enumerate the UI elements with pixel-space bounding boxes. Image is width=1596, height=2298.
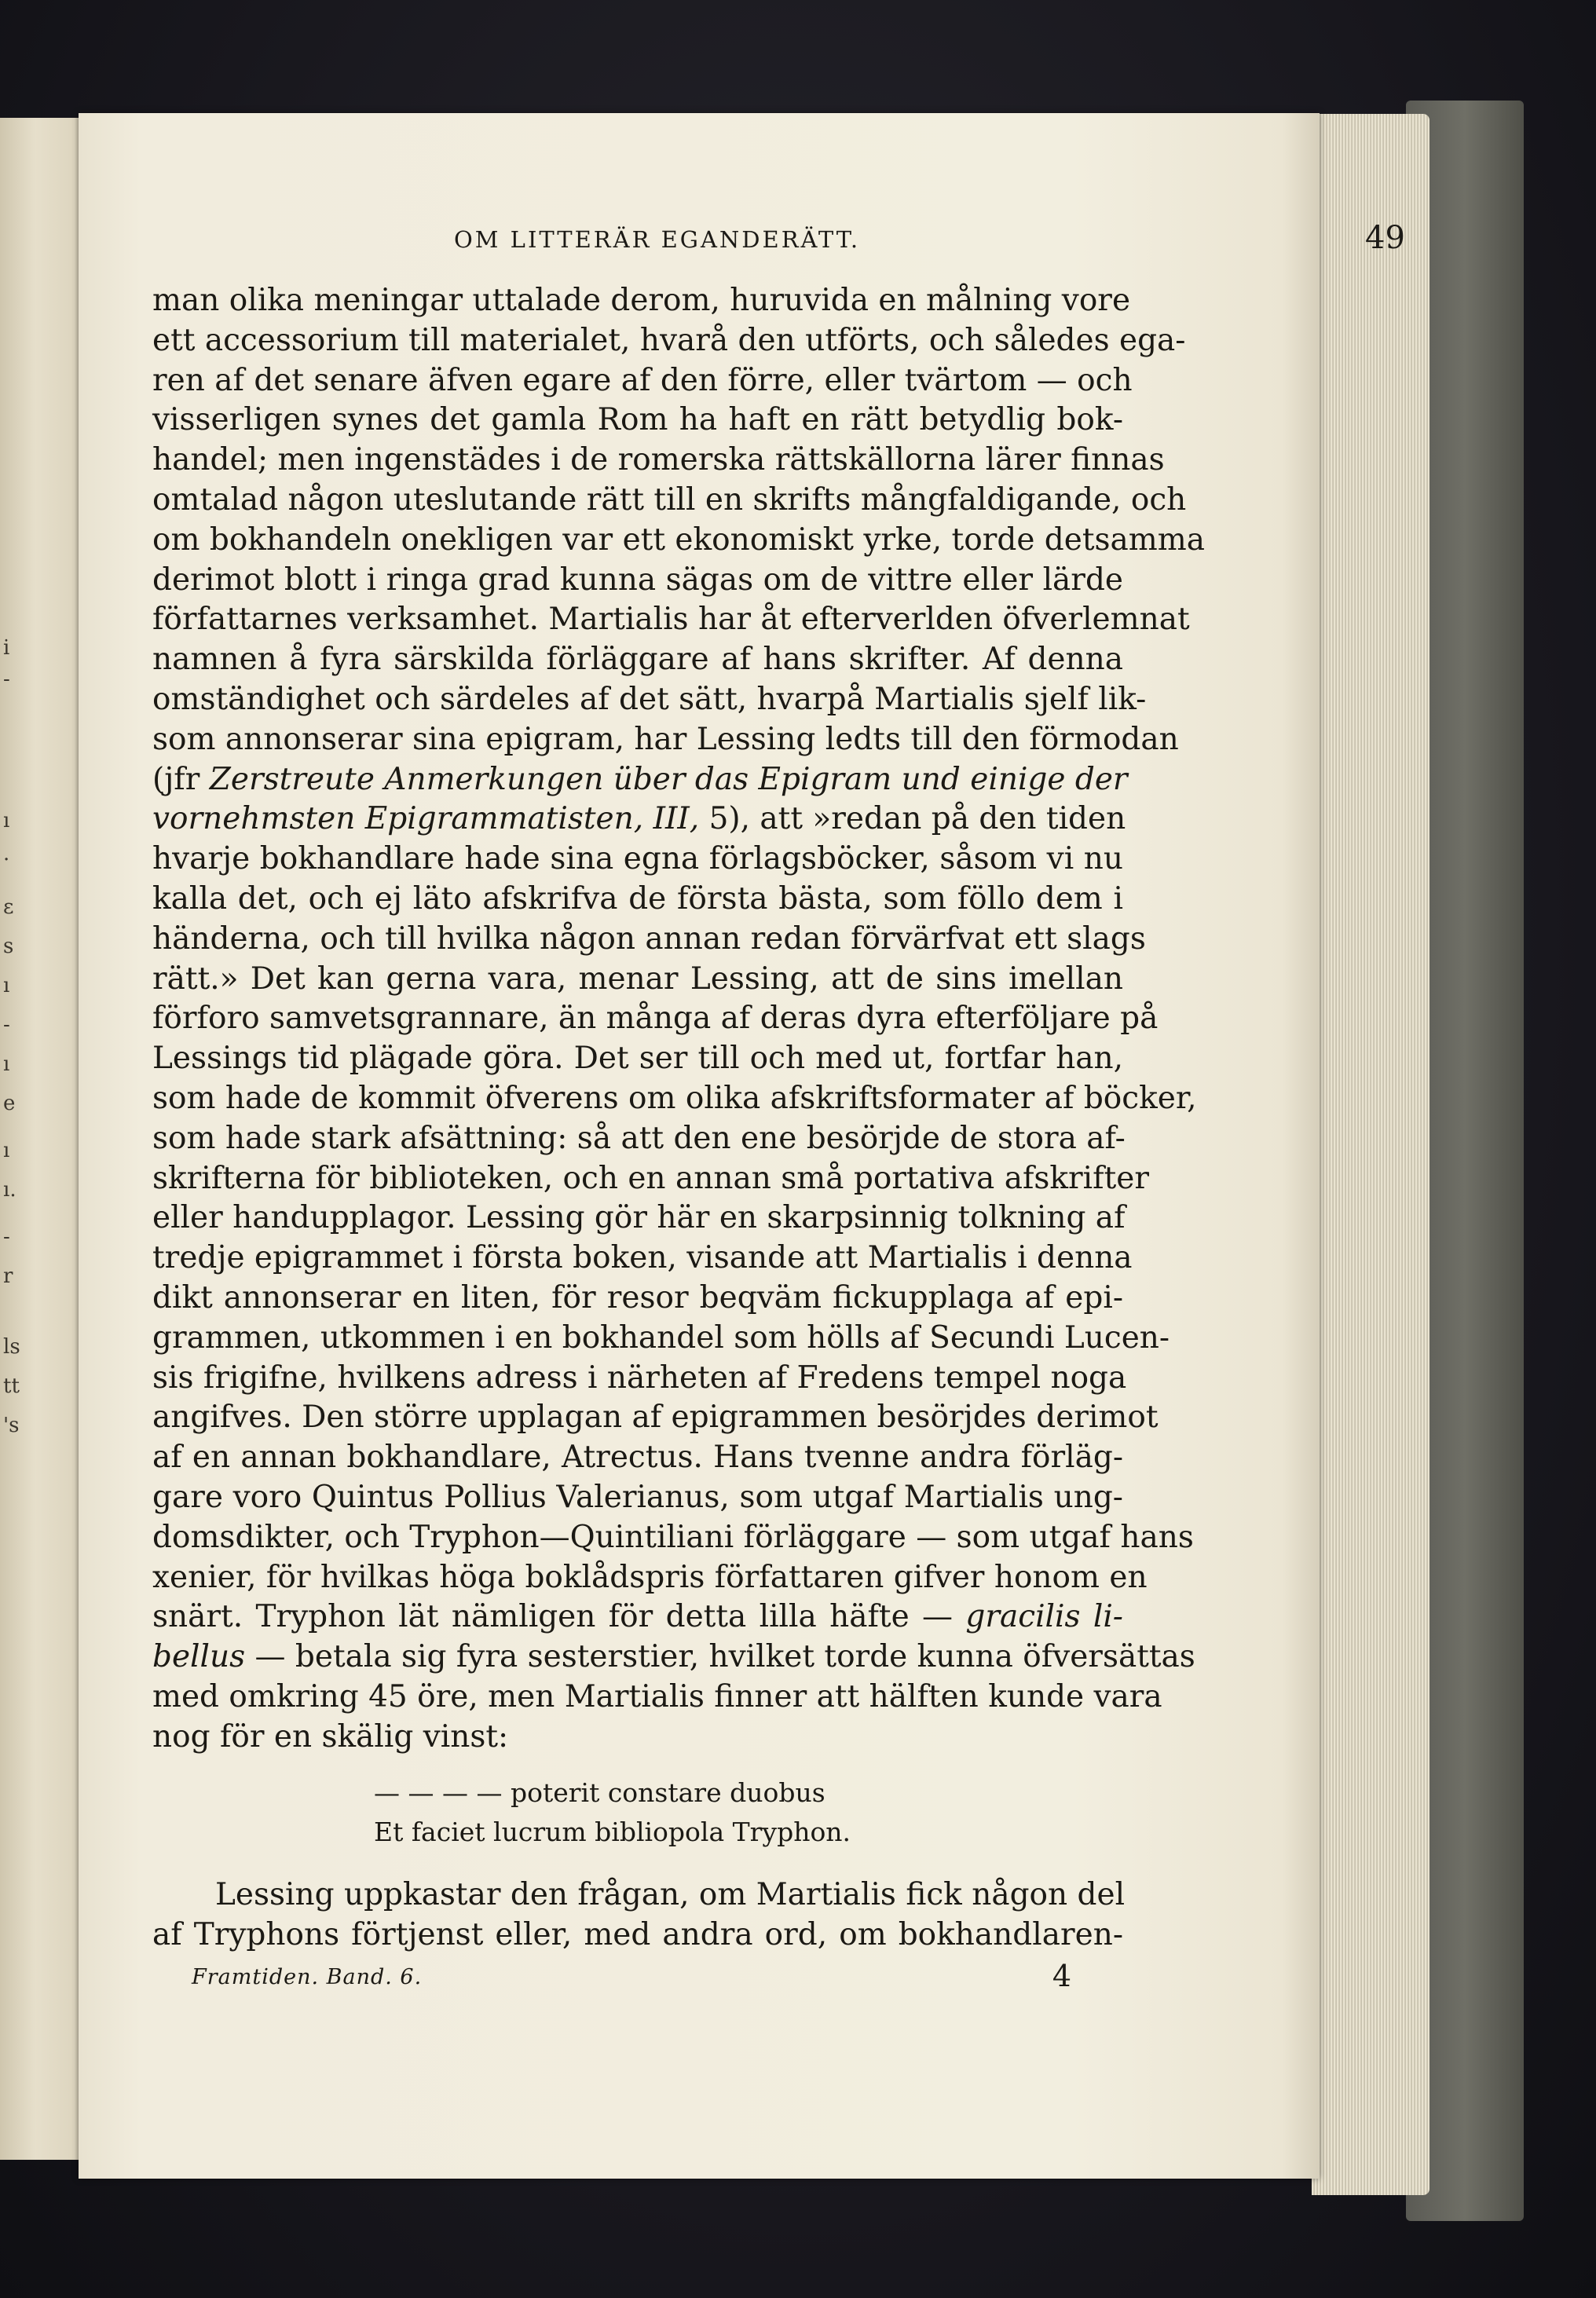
cited-work-title: vornehmsten Epigrammatisten, (152, 801, 644, 837)
text-line: Lessing uppkastar den frågan, om Martialis fick någon del (215, 1877, 1126, 1912)
text-line: namnen å fyra särskilda förläggare af hans skrifter. Af denna (152, 642, 1123, 678)
text-line: angifves. Den större upplagan af epigrammen besörjdes derimot (152, 1400, 1159, 1436)
text-line: som hade stark afsättning: så att den ene besörjde de stora af- (152, 1120, 1126, 1156)
text-line: grammen, utkommen i en bokhandel som hölls af Secundi Lucen- (152, 1319, 1170, 1356)
text-line: förforo samvetsgrannare, än många af deras dyra efterföljare på (152, 1001, 1159, 1037)
text-line: xenier, för hvilkas höga boklådspris författaren gifver honom en (152, 1559, 1148, 1595)
paragraph-after-quote (152, 1875, 1126, 1956)
text-line: dikt annonserar en liten, för resor beqväm fickupplaga af epi- (152, 1279, 1123, 1315)
text-line: gare voro Quintus Pollius Valerianus, som utgaf Martialis ung- (152, 1479, 1123, 1515)
verse-line: — — — — poterit constare duobus (374, 1777, 825, 1808)
citation-line: vornehmsten Epigrammatisten, III, 5), att »redan på den tiden (152, 801, 1126, 837)
text-line: derimot blott i ringa grad kunna sägas om de vittre eller lärde (152, 562, 1123, 598)
text-line: tredje epigrammet i första boken, visande att Martialis i denna (152, 1240, 1133, 1276)
verse-quotation (374, 1773, 1002, 1852)
text-line: som annonserar sina epigram, har Lessing ledts till den förmodan (152, 721, 1179, 757)
page-footer (192, 1959, 1071, 1998)
verse-line: Et faciet lucrum bibliopola Tryphon. (374, 1817, 851, 1847)
text-line: omständighet och särdeles af det sätt, hvarpå Martialis sjelf lik- (152, 681, 1147, 717)
text-line: af Tryphons förtjenst eller, med andra ord, om bokhandlaren- (152, 1916, 1123, 1952)
text-line: med omkring 45 öre, men Martialis finner att hälften kunde vara (152, 1678, 1162, 1714)
text-line: af en annan bokhandlare, Atrectus. Hans tvenne andra förläg- (152, 1440, 1123, 1476)
text-line: rätt.» Det kan gerna vara, menar Lessing, att de sins imellan (152, 961, 1123, 997)
text-line: skrifterna för biblioteken, och en annan små portativa afskrifter (152, 1160, 1149, 1196)
text-line: handel; men ingenstädes i de romerska rättskällorna lärer finnas (152, 442, 1165, 478)
latin-phrase: gracilis li- (965, 1599, 1123, 1635)
sheet-number: 4 (1052, 1959, 1071, 1993)
text-line: domsdikter, och Tryphon—Quintiliani förläggare — som utgaf hans (152, 1519, 1194, 1555)
text-line: bellus — betala sig fyra sesterstier, hvilket torde kunna öfversättas (152, 1639, 1195, 1675)
text-line: kalla det, och ej läto afskrifva de första bästa, som föllo dem i (152, 880, 1123, 917)
text-line: sis frigifne, hvilkens adress i närheten af Fredens tempel noga (152, 1359, 1127, 1396)
signature-mark: Framtiden. Band. 6. (192, 1965, 423, 1989)
cited-work-title: Zerstreute Anmerkungen über das Epigram und einige der (209, 761, 1128, 797)
body-text (152, 281, 1205, 1757)
text-line: visserligen synes det gamla Rom ha haft en rätt betydlig bok- (152, 402, 1123, 438)
page-number: 49 (1365, 220, 1405, 256)
running-head (454, 220, 1405, 265)
text-line: som hade de kommit öfverens om olika afskriftsformater af böcker, (152, 1080, 1197, 1116)
text-line: eller handupplagor. Lessing gör här en skarpsinnig tolkning af (152, 1200, 1126, 1236)
text-line: Lessings tid plägade göra. Det ser till och med ut, fortfar han, (152, 1041, 1123, 1077)
text-line: snärt. Tryphon lät nämligen för detta lilla häfte — gracilis li- (152, 1599, 1123, 1635)
running-title: OM LITTERÄR EGANDERÄTT. (454, 226, 861, 253)
previous-page-margin-letters: i - ı · ε s ı - ı e ı ı. - r ls tt 's (3, 636, 20, 1437)
latin-phrase: bellus (152, 1639, 246, 1675)
citation-line: (jfr Zerstreute Anmerkungen über das Epigram und einige der (152, 761, 1128, 797)
text-line: händerna, och till hvilka någon annan redan förvärfvat ett slags (152, 920, 1146, 957)
page-edges (1312, 114, 1429, 2195)
text-line: nog för en skälig vinst: (152, 1718, 509, 1755)
text-line: hvarje bokhandlare hade sina egna förlagsböcker, såsom vi nu (152, 841, 1123, 877)
text-line: ett accessorium till materialet, hvarå den utförts, och således ega- (152, 322, 1186, 358)
text-line: om bokhandeln onekligen var ett ekonomiskt yrke, torde detsamma (152, 521, 1205, 558)
text-line: författarnes verksamhet. Martialis har åt efterverlden öfverlemnat (152, 602, 1190, 638)
text-line: omtalad någon uteslutande rätt till en skrifts mångfaldigande, och (152, 481, 1187, 518)
text-line: ren af det senare äfven egare af den förre, eller tvärtom — och (152, 362, 1133, 398)
text-line: man olika meningar uttalade derom, huruvida en målning vore (152, 283, 1131, 318)
